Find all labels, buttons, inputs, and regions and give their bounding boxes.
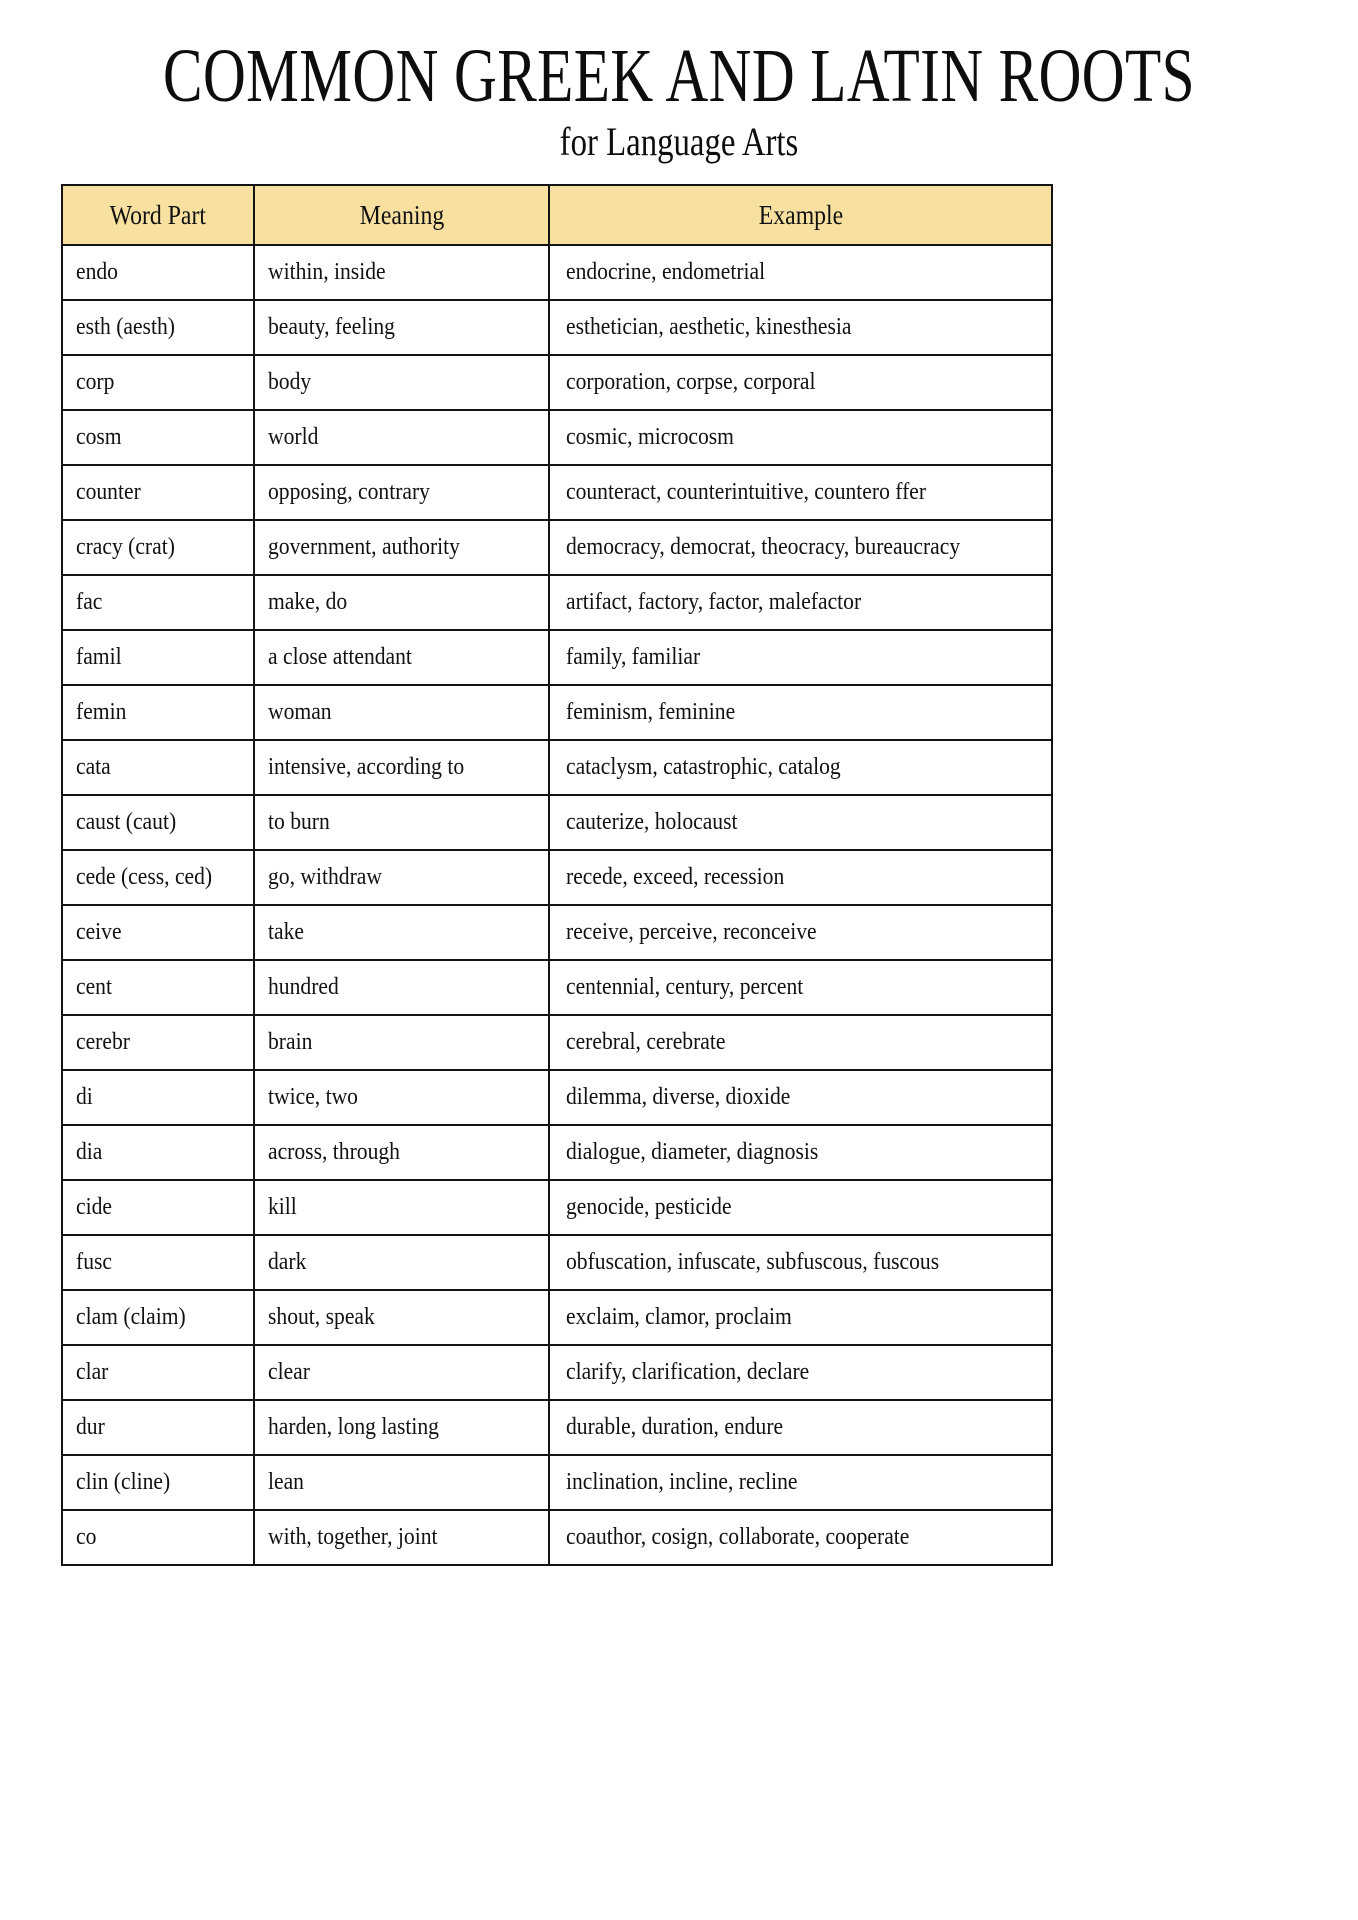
table-row (62, 685, 1052, 740)
cell-example (549, 245, 1052, 300)
cell-word_part-text: cosm (76, 424, 122, 450)
table-row (62, 850, 1052, 905)
cell-word_part (62, 740, 254, 795)
cell-meaning-text: shout, speak (268, 1304, 375, 1330)
cell-word_part-text: dur (76, 1414, 105, 1440)
cell-word_part (62, 795, 254, 850)
cell-word_part-text: endo (76, 259, 118, 285)
column-header-meaning-label: Meaning (359, 199, 444, 230)
cell-meaning (254, 300, 549, 355)
cell-example (549, 300, 1052, 355)
table-row (62, 465, 1052, 520)
cell-meaning-text: across, through (268, 1139, 400, 1165)
cell-example-text: centennial, century, percent (566, 974, 804, 1000)
cell-meaning (254, 355, 549, 410)
cell-word_part-text: famil (76, 644, 122, 670)
cell-example-text: esthetician, aesthetic, kinesthesia (566, 314, 852, 340)
table-row (62, 410, 1052, 465)
table-row (62, 1125, 1052, 1180)
cell-example-text: exclaim, clamor, proclaim (566, 1304, 792, 1330)
cell-meaning-text: make, do (268, 589, 348, 615)
cell-word_part (62, 1125, 254, 1180)
cell-meaning (254, 1400, 549, 1455)
cell-meaning-text: opposing, contrary (268, 479, 430, 505)
cell-word_part-text: co (76, 1524, 97, 1550)
cell-meaning-text: go, withdraw (268, 864, 382, 890)
cell-example (549, 520, 1052, 575)
cell-example (549, 355, 1052, 410)
cell-meaning (254, 1070, 549, 1125)
table-row (62, 575, 1052, 630)
cell-meaning (254, 575, 549, 630)
cell-word_part (62, 1400, 254, 1455)
cell-meaning-text: twice, two (268, 1084, 358, 1110)
cell-word_part-text: cata (76, 754, 111, 780)
cell-word_part (62, 1290, 254, 1345)
cell-meaning-text: a close attendant (268, 644, 412, 670)
cell-example (549, 740, 1052, 795)
cell-example (549, 1235, 1052, 1290)
table-row (62, 795, 1052, 850)
cell-example-text: recede, exceed, recession (566, 864, 785, 890)
cell-word_part-text: caust (caut) (76, 809, 177, 835)
cell-meaning-text: dark (268, 1249, 307, 1275)
cell-example (549, 960, 1052, 1015)
cell-word_part (62, 1015, 254, 1070)
cell-example-text: durable, duration, endure (566, 1414, 784, 1440)
cell-word_part (62, 685, 254, 740)
cell-word_part (62, 575, 254, 630)
cell-example (549, 905, 1052, 960)
cell-word_part-text: fusc (76, 1249, 112, 1275)
cell-word_part-text: clar (76, 1359, 109, 1385)
table-row (62, 1235, 1052, 1290)
cell-word_part (62, 410, 254, 465)
cell-example-text: endocrine, endometrial (566, 259, 766, 285)
cell-example-text: dilemma, diverse, dioxide (566, 1084, 791, 1110)
cell-example (549, 1180, 1052, 1235)
cell-example (549, 1510, 1052, 1565)
cell-word_part (62, 245, 254, 300)
cell-example (549, 1455, 1052, 1510)
cell-word_part (62, 520, 254, 575)
table-row (62, 740, 1052, 795)
cell-example-text: family, familiar (566, 644, 701, 670)
table-row (62, 1510, 1052, 1565)
cell-word_part (62, 300, 254, 355)
cell-word_part-text: cede (cess, ced) (76, 864, 213, 890)
cell-example (549, 1070, 1052, 1125)
table-row (62, 1070, 1052, 1125)
table-row (62, 1290, 1052, 1345)
table-row (62, 905, 1052, 960)
page-title: COMMON GREEK AND LATIN ROOTS (163, 34, 1195, 118)
table-row (62, 1180, 1052, 1235)
cell-example-text: cataclysm, catastrophic, catalog (566, 754, 841, 780)
cell-word_part (62, 1455, 254, 1510)
table-row (62, 520, 1052, 575)
column-header-word-part (62, 185, 254, 245)
table-row (62, 1455, 1052, 1510)
cell-word_part (62, 630, 254, 685)
cell-example-text: counteract, counterintuitive, countero ffer (566, 479, 927, 505)
cell-word_part-text: ceive (76, 919, 122, 945)
cell-word_part-text: fac (76, 589, 103, 615)
cell-meaning-text: clear (268, 1359, 310, 1385)
cell-example (549, 1015, 1052, 1070)
cell-meaning (254, 1510, 549, 1565)
cell-word_part-text: clam (claim) (76, 1304, 186, 1330)
cell-word_part-text: counter (76, 479, 141, 505)
cell-meaning-text: kill (268, 1194, 297, 1220)
cell-meaning (254, 685, 549, 740)
cell-meaning (254, 520, 549, 575)
roots-table-container (61, 184, 1051, 1566)
cell-meaning (254, 410, 549, 465)
cell-word_part (62, 355, 254, 410)
cell-example-text: dialogue, diameter, diagnosis (566, 1139, 819, 1165)
column-header-word-part-label: Word Part (109, 199, 207, 230)
table-header (62, 185, 1052, 245)
cell-meaning (254, 1455, 549, 1510)
cell-meaning (254, 960, 549, 1015)
cell-word_part (62, 465, 254, 520)
cell-example (549, 630, 1052, 685)
cell-example-text: democracy, democrat, theocracy, bureaucracy (566, 534, 961, 560)
cell-meaning (254, 630, 549, 685)
cell-example (549, 465, 1052, 520)
table-row (62, 245, 1052, 300)
page-subtitle: for Language Arts (559, 119, 799, 164)
cell-meaning-text: harden, long lasting (268, 1414, 439, 1440)
cell-example (549, 1125, 1052, 1180)
cell-meaning-text: government, authority (268, 534, 460, 560)
cell-example-text: obfuscation, infuscate, subfuscous, fuscous (566, 1249, 940, 1275)
cell-word_part-text: cent (76, 974, 112, 1000)
cell-word_part-text: cide (76, 1194, 112, 1220)
table-row (62, 300, 1052, 355)
cell-meaning (254, 1290, 549, 1345)
cell-word_part (62, 905, 254, 960)
cell-meaning-text: body (268, 369, 312, 395)
cell-word_part-text: di (76, 1084, 93, 1110)
cell-word_part (62, 1345, 254, 1400)
table-row (62, 1400, 1052, 1455)
cell-meaning-text: hundred (268, 974, 339, 1000)
cell-meaning (254, 850, 549, 905)
table-row (62, 1015, 1052, 1070)
cell-word_part (62, 850, 254, 905)
cell-word_part (62, 960, 254, 1015)
cell-example-text: cauterize, holocaust (566, 809, 738, 835)
cell-example (549, 575, 1052, 630)
table-row (62, 355, 1052, 410)
cell-meaning (254, 795, 549, 850)
cell-meaning (254, 1015, 549, 1070)
cell-word_part-text: esth (aesth) (76, 314, 175, 340)
cell-example-text: cerebral, cerebrate (566, 1029, 726, 1055)
cell-meaning (254, 245, 549, 300)
cell-meaning-text: within, inside (268, 259, 386, 285)
cell-example-text: genocide, pesticide (566, 1194, 732, 1220)
title-block (0, 0, 1358, 162)
cell-meaning (254, 1180, 549, 1235)
cell-word_part-text: cracy (crat) (76, 534, 175, 560)
cell-example (549, 1290, 1052, 1345)
cell-example-text: feminism, feminine (566, 699, 736, 725)
cell-word_part-text: dia (76, 1139, 103, 1165)
cell-example-text: corporation, corpse, corporal (566, 369, 816, 395)
table-body (62, 245, 1052, 1565)
cell-meaning (254, 1345, 549, 1400)
cell-word_part-text: cerebr (76, 1029, 130, 1055)
cell-meaning-text: woman (268, 699, 332, 725)
cell-meaning-text: brain (268, 1029, 313, 1055)
table-row (62, 960, 1052, 1015)
cell-example-text: inclination, incline, recline (566, 1469, 798, 1495)
cell-example (549, 1345, 1052, 1400)
cell-example-text: artifact, factory, factor, malefactor (566, 589, 862, 615)
cell-meaning-text: intensive, according to (268, 754, 465, 780)
table-row (62, 630, 1052, 685)
cell-word_part-text: femin (76, 699, 127, 725)
cell-meaning-text: to burn (268, 809, 330, 835)
cell-word_part-text: corp (76, 369, 115, 395)
cell-meaning (254, 905, 549, 960)
cell-meaning-text: with, together, joint (268, 1524, 438, 1550)
cell-meaning-text: take (268, 919, 304, 945)
table-row (62, 1345, 1052, 1400)
cell-word_part (62, 1070, 254, 1125)
roots-table (61, 184, 1053, 1566)
header-row (62, 185, 1052, 245)
cell-example-text: receive, perceive, reconceive (566, 919, 817, 945)
cell-meaning-text: beauty, feeling (268, 314, 395, 340)
cell-word_part-text: clin (cline) (76, 1469, 171, 1495)
cell-word_part (62, 1510, 254, 1565)
cell-meaning-text: lean (268, 1469, 304, 1495)
cell-meaning (254, 465, 549, 520)
cell-example (549, 685, 1052, 740)
cell-meaning (254, 1125, 549, 1180)
cell-meaning (254, 740, 549, 795)
cell-example-text: cosmic, microcosm (566, 424, 734, 450)
cell-example (549, 850, 1052, 905)
cell-example-text: clarify, clarification, declare (566, 1359, 810, 1385)
cell-meaning-text: world (268, 424, 319, 450)
cell-example (549, 795, 1052, 850)
cell-meaning (254, 1235, 549, 1290)
cell-example (549, 410, 1052, 465)
column-header-meaning (254, 185, 549, 245)
column-header-example-label: Example (758, 199, 843, 230)
cell-example-text: coauthor, cosign, collaborate, cooperate (566, 1524, 910, 1550)
cell-example (549, 1400, 1052, 1455)
column-header-example (549, 185, 1052, 245)
cell-word_part (62, 1235, 254, 1290)
cell-word_part (62, 1180, 254, 1235)
